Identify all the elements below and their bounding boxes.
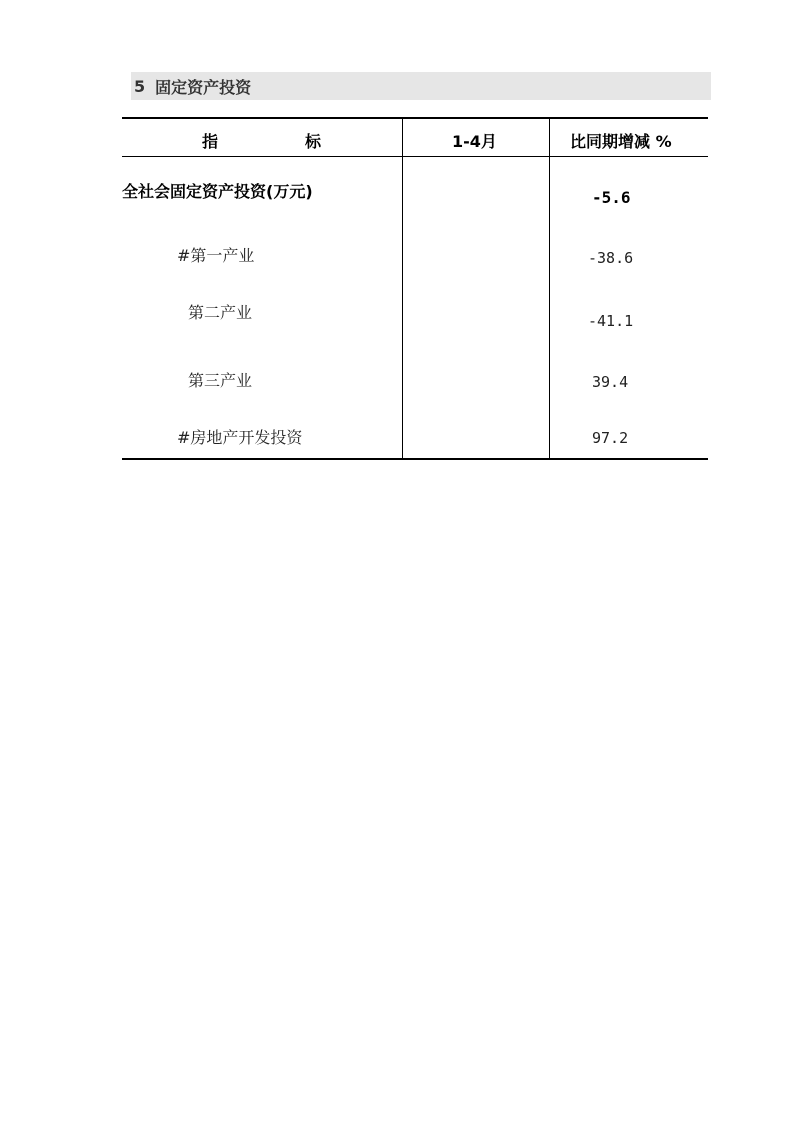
- investment-table: [122, 117, 708, 460]
- header-yoy: 比同期增减 %: [570, 132, 672, 151]
- row-yoy-real-estate: 97.2: [592, 429, 629, 447]
- section-number: 5: [134, 76, 146, 96]
- header-indicator-left: 指: [202, 132, 219, 151]
- row-yoy-tertiary: 39.4: [592, 373, 629, 391]
- table-header-row: [122, 119, 708, 157]
- row-yoy-total: -5.6: [592, 188, 631, 207]
- row-label-primary: #第一产业: [177, 246, 255, 265]
- header-indicator-right: 标: [305, 132, 322, 151]
- row-yoy-secondary: -41.1: [588, 312, 634, 330]
- row-yoy-primary: -38.6: [588, 249, 634, 267]
- section-header: [131, 72, 711, 100]
- section-title: 固定资产投资: [155, 77, 252, 97]
- row-label-secondary: 第二产业: [188, 303, 253, 322]
- row-label-total: 全社会固定资产投资(万元): [122, 182, 313, 201]
- header-period: 1-4月: [452, 132, 497, 151]
- row-label-tertiary: 第三产业: [188, 371, 253, 390]
- column-divider-1: [402, 119, 403, 458]
- row-label-real-estate: #房地产开发投资: [177, 428, 303, 447]
- column-divider-2: [549, 119, 550, 458]
